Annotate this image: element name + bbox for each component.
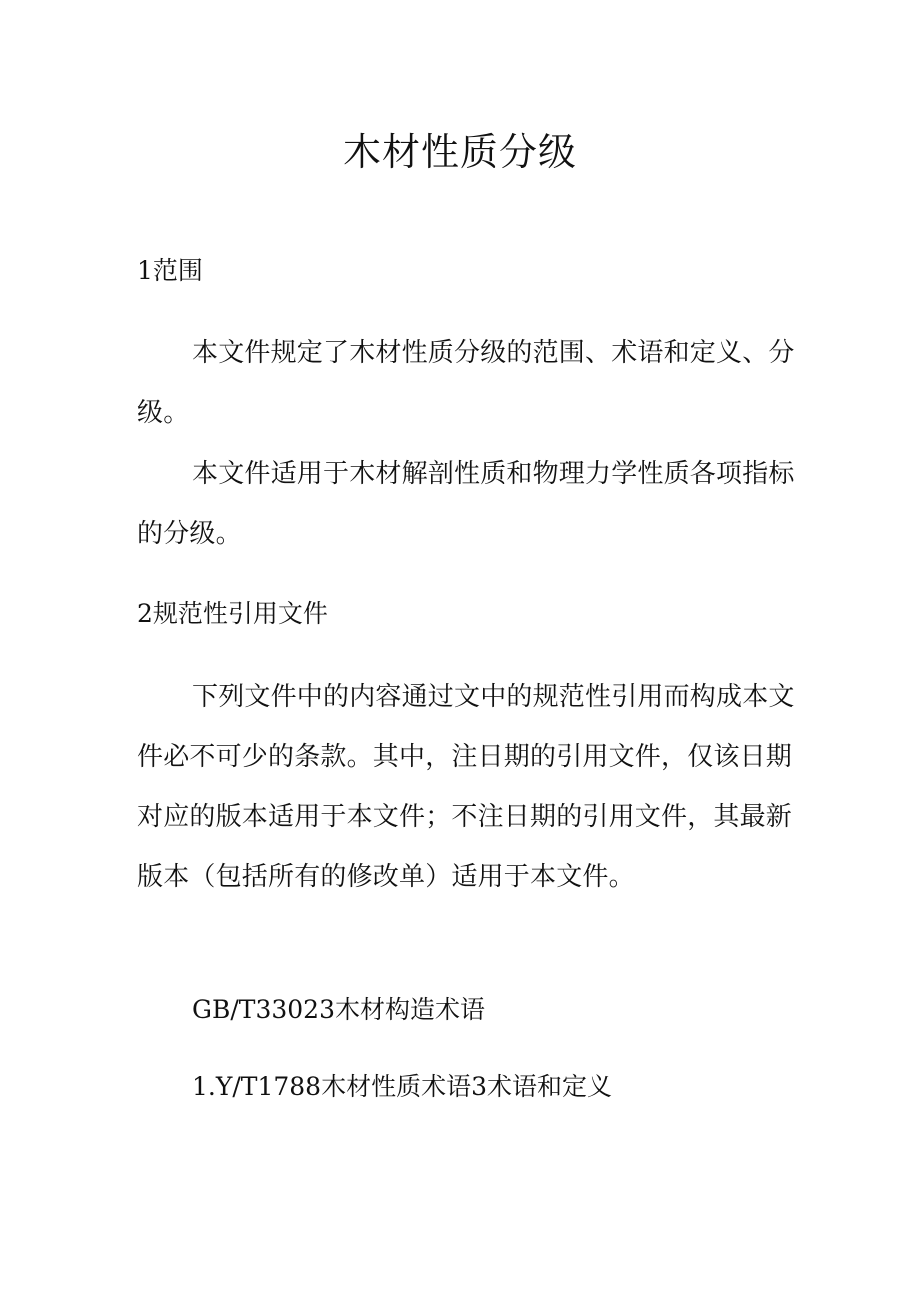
scope-paragraph-2: 本文件适用于木材解剖性质和物理力学性质各项指标的分级。 (137, 459, 795, 549)
normative-references-paragraph: 下列文件中的内容通过文中的规范性引用而构成本文件必不可少的条款。其中，注日期的引用文件，仅该日期对应的版本适用于本文件；不注日期的引用文件，其最新版本（包括所有的修改单）适用于本文件。 (137, 682, 795, 892)
reference-item-gb-t33023: GB/T33023木材构造术语 (192, 995, 485, 1024)
section-heading-scope: 1范围 (137, 256, 203, 285)
document-title: 木材性质分级 (342, 130, 577, 174)
reference-item-ly-t1788: 1.Y/T1788木材性质术语3术语和定义 (192, 1072, 612, 1101)
scope-paragraph-1: 本文件规定了木材性质分级的范围、术语和定义、分级。 (137, 338, 795, 428)
section-heading-normative-references: 2规范性引用文件 (137, 599, 328, 628)
